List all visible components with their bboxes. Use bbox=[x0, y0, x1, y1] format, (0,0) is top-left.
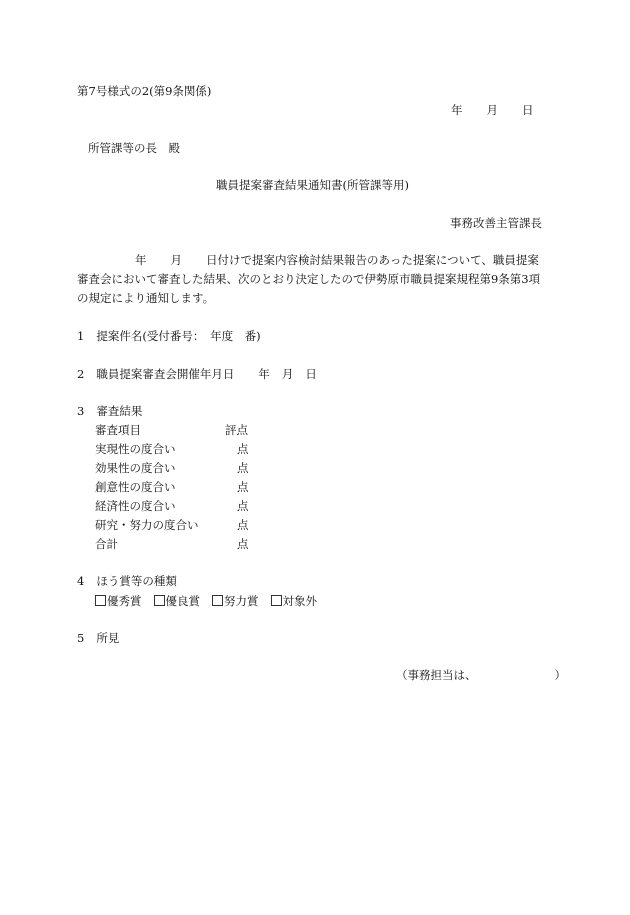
item-5 bbox=[77, 633, 119, 645]
item-5-label: 所見 bbox=[96, 631, 120, 645]
table-row bbox=[95, 539, 249, 551]
item-5-number: 5 bbox=[77, 631, 85, 645]
checkbox[interactable] bbox=[212, 595, 223, 606]
date-month-label: 月 bbox=[486, 103, 498, 117]
checkbox[interactable] bbox=[154, 595, 165, 606]
award-option-label: 優良賞 bbox=[165, 594, 200, 608]
contact-open: （事務担当は、 bbox=[396, 668, 477, 682]
award-option-effort[interactable] bbox=[212, 595, 259, 608]
review-table-header bbox=[95, 425, 248, 437]
item-2-year-label: 年 bbox=[258, 367, 270, 381]
review-row-unit: 点 bbox=[237, 442, 249, 456]
award-option-good[interactable] bbox=[154, 595, 201, 608]
table-row bbox=[95, 444, 249, 456]
item-3-label: 審査結果 bbox=[96, 404, 143, 418]
review-row-label: 合計 bbox=[95, 537, 118, 551]
review-row-label: 経済性の度合い bbox=[95, 499, 176, 513]
body-line-1-text: 日付けで提案内容検討結果報告のあった提案について、職員提案 bbox=[206, 253, 539, 267]
date-line bbox=[451, 105, 534, 117]
body-month-label: 月 bbox=[170, 253, 182, 267]
table-row bbox=[95, 520, 249, 532]
award-option-not-applicable[interactable] bbox=[271, 595, 318, 608]
item-3-number: 3 bbox=[77, 404, 85, 418]
item-3 bbox=[77, 406, 142, 418]
date-year-label: 年 bbox=[451, 103, 463, 117]
form-number: 第7号様式の2(第9条関係) bbox=[77, 84, 212, 98]
checkbox[interactable] bbox=[95, 595, 106, 606]
checkbox[interactable] bbox=[271, 595, 282, 606]
item-4-number: 4 bbox=[77, 574, 85, 588]
review-row-label: 効果性の度合い bbox=[95, 461, 176, 475]
item-4 bbox=[77, 576, 177, 588]
review-header-item: 審査項目 bbox=[95, 423, 141, 437]
review-row-unit: 点 bbox=[237, 480, 249, 494]
item-2-label: 職員提案審査会開催年月日 bbox=[96, 367, 235, 381]
contact-line bbox=[396, 670, 566, 682]
table-row bbox=[95, 501, 249, 513]
body-line-2: 審査会において審査した結果、次のとおり決定したので伊勢原市職員提案規程第9条第3項 bbox=[77, 272, 541, 286]
item-1-number: 1 bbox=[77, 329, 85, 343]
review-header-score: 評点 bbox=[225, 423, 248, 437]
review-row-unit: 点 bbox=[237, 499, 249, 513]
body-line-1 bbox=[135, 255, 539, 267]
review-row-label: 創意性の度合い bbox=[95, 480, 176, 494]
item-1 bbox=[77, 331, 261, 343]
document-title: 職員提案審査結果通知書(所管課等用) bbox=[216, 178, 409, 192]
review-row-unit: 点 bbox=[237, 537, 249, 551]
review-row-label: 研究・努力の度合い bbox=[95, 518, 199, 532]
award-option-label: 優秀賞 bbox=[107, 594, 142, 608]
item-2 bbox=[77, 369, 317, 381]
item-4-label: ほう賞等の種類 bbox=[96, 574, 177, 588]
award-option-label: 努力賞 bbox=[224, 594, 259, 608]
award-option-label: 対象外 bbox=[282, 594, 317, 608]
review-row-unit: 点 bbox=[237, 461, 249, 475]
award-option-excellent[interactable] bbox=[95, 595, 142, 608]
item-1-text: 提案件名(受付番号： 年度 番) bbox=[96, 329, 261, 343]
item-2-day-label: 日 bbox=[305, 367, 317, 381]
sender: 事務改善主管課長 bbox=[450, 216, 542, 230]
table-row bbox=[95, 463, 249, 475]
body-line-3: の規定により通知します。 bbox=[77, 291, 215, 305]
contact-close: ） bbox=[554, 668, 566, 682]
addressee: 所管課等の長 殿 bbox=[88, 141, 180, 155]
review-row-unit: 点 bbox=[237, 518, 249, 532]
review-row-label: 実現性の度合い bbox=[95, 442, 176, 456]
table-row bbox=[95, 482, 249, 494]
body-year-label: 年 bbox=[135, 253, 147, 267]
date-day-label: 日 bbox=[522, 103, 534, 117]
item-2-month-label: 月 bbox=[281, 367, 294, 381]
item-2-number: 2 bbox=[77, 367, 85, 381]
award-options bbox=[95, 595, 329, 608]
